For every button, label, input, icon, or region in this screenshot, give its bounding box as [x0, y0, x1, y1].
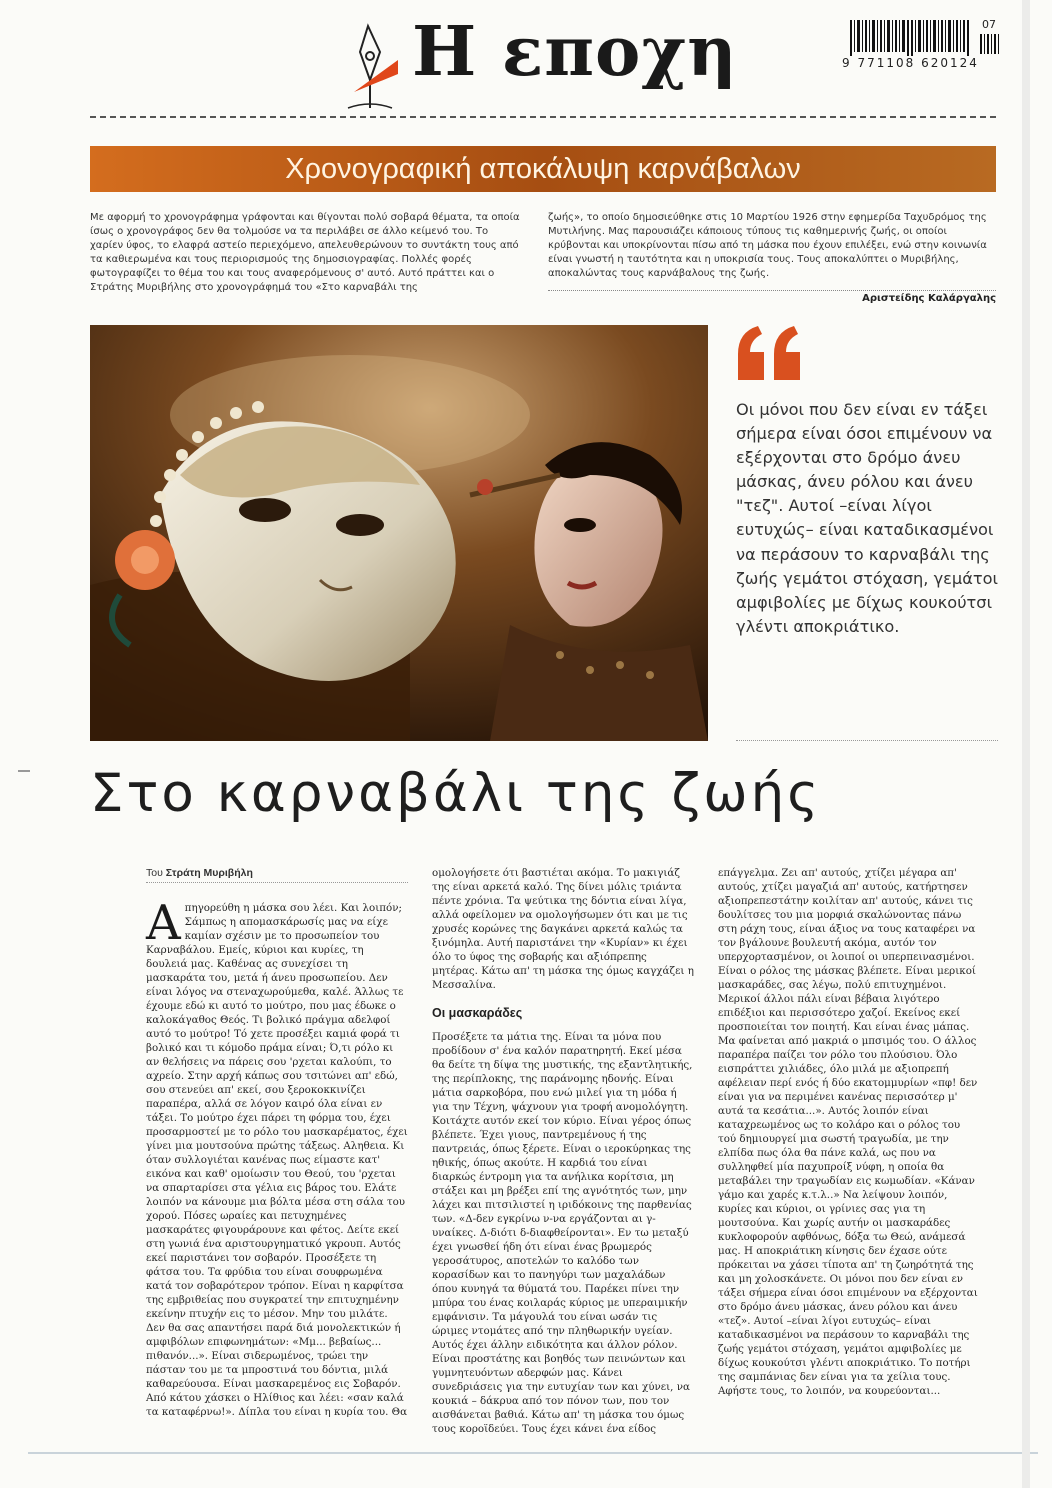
banner-title: Χρονογραφική αποκάλυψη καρνάβαλων	[285, 153, 801, 185]
article-subheading: Οι μασκαράδες	[432, 1006, 523, 1020]
article-headline: Στο καρναβάλι της ζωής	[90, 763, 822, 824]
barcode	[842, 20, 997, 70]
drop-cap: Α	[146, 895, 181, 951]
article-text-col1: πηγορεύθη η μάσκα σου λέει. Και λοιπόν; Σάμπως η απομασκάρωσίς μας να είχε καμίαν σχέσιν με το προσωπείον του Καρναβάλου. Εμείς, κύριοι και κυρίες, τη δουλειά μας. Καθένας ας συνεχίσει τη μασκαράτα του, μετά ή άνευ προσωπείου. Δεν είναι λόγος να στεναχωρούμεθα, καλέ. Άλλως τε έχουμε εδώ κι αυτό το μούτρο, που μας έδωκε ο καλοκάγαθος Θεός. Τι βολικό πράγμα αδελφοί αυτό το μούτρο! Τό χετε προσέξει καμιά φορά τι βολικό και τι κόμοδο πράμα είναι; Ό,τι ρόλο κι αν θελήσεις να πάρεις σου 'ρχεται καλούπι, το αχρείο. Στην αρχή κάπως σου τσιτώνει απ' εδώ, σου στενεύει απ' εκεί, σου ξεροκοκκινίζει παραπέρα, αλλά σε λόγον καιρό όλα είναι εν τάξει. Το μούτρο έχει πάρει τη φόρμα του, έχει προσαρμοστεί με το ρόλο του μασκαρέματος, έχει γίνει μια μουτσούνα πρώτης τάξεως. Αληθεια. Κι όταν συλλογιέται κανένας πως είμαστε κατ' εικόνα και καθ' ομοίωσιν του Θεού, του 'ρχεται να σπαρταρίσει στα γέλια εις βάρος του. Ελάτε λοιπόν να κάνουμε μια βόλτα μέσα στη σάλα του χορού. Πόσες ωραίες και πετυχημένες μασκαράτες φιγουράρουνε και φέτος. Δείτε εκεί στη γωνιά ένα αριστουργηματικό γκρουπ. Αυτός εκεί παριστάνει τον σοβαρόν. Προσέξετε τη φάτσα του. Τα φρύδια του είναι σουφρωμένα κατά τον σοβαρότερον τρόπον. Είναι η καρφίτσα της εμβριθείας που συγκρατεί την επιτυχημένην εκείνην πτυχήν εις το μέσον. Μην του μιλάτε. Δεν θα σας απαντήσει παρά διά μονολεκτικών ή αμφιβόλων επιφωνημάτων: «Μμ... βεβαίως... πιθανόν...». Είναι σιδερωμένος, τρώει την πάσταν του με τα μπροστινά του δόντια, μιλά καθαρεύουσα. Είναι μασκαρεμένος εις Σοβαρόν. Από κάτου χάσκει ο Ηλίθιος και λέει: «σαν καλά τα καταφέρνω!». Δίπλα του είναι η κυρία του. Θα	[146, 902, 408, 1418]
intro-divider	[548, 290, 996, 291]
pull-quote: Οι μόνοι που δεν είναι εν τάξει σήμερα είναι όσοι επιμένουν να εξέρχονται στο δρόμο άνευ μάσκας, άνευ ρόλου και άνευ "τεζ". Αυτοί –είναι λίγοι ευτυχώς– είναι καταδικασμένοι να περάσουν το καρναβάλι της ζωής γεμάτοι στόχαση, γεμάτοι αμφιβολίες με δίχως κουκούτσι γλέντι αποκριάτικο.	[736, 400, 999, 636]
scan-margin-mark	[18, 770, 30, 772]
intro-left-column: Με αφορμή το χρονογράφημα γράφονται και θίγονται πολύ σοβαρά θέματα, τα οποία ίσως ο χρονογράφος δεν θα τολμούσε να τα περιλάβει σε άλλο κείμενό του. Το χαρίεν ύφος, το ελαφρά αστείο περιεχόμενο, απελευθερώνουν το συντάκτη τους από τα καθιερωμένα και τους περιορισμούς της δημοσιογραφίας. Πολλές φορές φωτογραφίζει το θέμα του και τους αναφερόμενους σ' αυτό. Αυτό πράττει και ο Στράτης Μυριβήλης στο χρονογράφημά του «Στο καρναβάλι της	[90, 212, 520, 293]
masthead-title: Η εποχη	[412, 12, 738, 92]
issue-number: 07	[982, 18, 996, 31]
article-text-col2a: ομολογήσετε ότι βαστιέται ακόμα. Το μακιγιάζ της είναι αρκετά καλό. Της δίνει μόλις τριάντα πέντε χρόνια. Τα ψεύτικα της δόντια είναι λίγα, αλλά οφείλομεν να ομολογήσωμεν ότι και με τις χρυσές κορώνες της δαγκάνει αρκετά καλώς τα ξινόμηλα. Αυτή παριστάνει την «Κυρίαν» κι έχει όλο το ύφος της σοβαρής και αξιόπρεπης μητέρας. Κάτω απ' τη μάσκα της όμως καγχάζει η Μεσσαλίνα.	[432, 867, 694, 991]
author-byline	[146, 866, 408, 883]
barcode-icon	[850, 20, 970, 56]
pen-nib-logo-icon	[340, 22, 400, 112]
quote-mark-icon	[736, 324, 806, 382]
carnival-masks-photo	[90, 325, 708, 741]
scan-right-edge	[1022, 0, 1030, 1488]
pull-quote-divider	[736, 740, 998, 741]
section-banner	[90, 146, 996, 192]
issue-barcode-icon	[980, 34, 1000, 54]
barcode-number: 9 771108 620124	[842, 56, 979, 70]
masthead-logo	[340, 12, 738, 114]
intro-right-column: ζωής», το οποίο δημοσιεύθηκε στις 10 Μαρτίου 1926 στην εφημερίδα Ταχυδρόμος της Μυτιλήνης. Μας παρουσιάζει κάποιους τύπους τις καθημερινής ζωής, οι οποίοι κρύβονται και υποκρίνονται πίσω από τη μάσκα που έχουν επιλέξει, ενώ στην κοινωνία είναι γνωστή η ταυτότητα και η υποκρισία τους. Τους αποκαλύπτει ο Μυριβήλης, αποκαλώντας τους καρνάβαλους της ζωής.	[548, 212, 987, 279]
article-column-3: επάγγελμα. Ζει απ' αυτούς, χτίζει μέγαρα απ' αυτούς, χτίζει μαγαζιά απ' αυτούς, κατήρτησεν αξιοπρεπεστάτην κοιλίταν απ' αυτούς, κάνει τις δουλίτσες του μια μορφιά σκαλώνοντας πάνω στη ράχη τους, είναι άξιος να τους καταφέρει να τον βγάλουνε βουλευτή ακόμα, αυτόν τον υπερχορτασμένον, οι λοιποί οι υπερπεινασμένοι. Είναι ο ρόλος της μάσκας βλέπετε. Είναι μερικοί μασκαράδες, σας λέγω, πολύ επιτυχημένοι. Μερικοί άλλοι πάλι είναι βέβαια λιγότερο επιδέξιοι και περισσότερο χαζοί. Εκείνος εκεί προσποιείται τον ποιητή. Και είναι ένας μάπας. Μα φαίνεται από μακριά ο μπσιμός του. Ο άλλος παραπέρα παίζει τον ρόλο του πλούσιου. Όλο εισπράττει χιλιάδες, όλο μιλά με αξιοπρεπή αφέλειαν περί ενός ή δύο εκατομμυρίων «πφ! δεν είναι για να περιμένει κανένας περισσότερ μ' αυτά τα κεσάτια...». Αυτός λοιπόν είναι καταχρεωμένος ως το κολάρο και ο ρόλος του τού δημιουργεί μια σωστή τραγωδία, με την ελπίδα πως όλα θα πάνε καλά, ως που να συλληφθεί μία παχυπροίξ νύφη, η οποία θα μεταβάλει την τραγωδίαν εις κωμωδίαν. «Κάναν γάμο και χαρές κ.τ.λ..» Να λείψουν λοιπόν, κυρίες και κύριοι, οι γρίνιες σας για τη μουτσούνα. Και χωρίς αυτήν οι μασκαράδες κυκλοφορούν αφθόνως, δόξα τω Θεώ, ανάμεσά μας. Η αποκριάτικη κίνησις δεν έχασε ούτε πρόκειται να χάσει τίποτα απ' τη ζωηρότητά της και μη χολοσκάνετε. Οι μόνοι που δεν είναι εν τάξει σήμερα είναι όσοι επιμένουν να εξέρχονται στο δρόμο άνευ μάσκας, άνευ ρόλου και άνευ «τεζ». Αυτοί –είναι λίγοι ευτυχώς– είναι καταδικασμένοι να περάσουν το καρναβάλι της ζωής γεμάτοι στόχαση, γεμάτοι αμφιβολίες με δίχως κουκούτσι γλέντι αποκριάτικο. Το ποτήρι της σαμπάνιας δεν είναι για τα χείλια τους. Αφήστε τους, το λοιπόν, να κουρεύονται...	[718, 867, 978, 1397]
author-name: Στράτη Μυριβήλη	[165, 867, 253, 879]
scan-bottom-line	[28, 1452, 1038, 1454]
article-column-1	[146, 866, 408, 1419]
article-text-col2b: Προσέξετε τα μάτια της. Είναι τα μόνα που προδίδουν σ' ένα καλόν παρατηρητή. Εκεί μέσα θα δείτε τη δίψα της μυστικής, της εξαντλητικής, της περίπλοκης, της παράνομης ηδονής. Είναι μάτια σαρκοβόρα, που ενώ μιλεί για τη μόδα ή για την Τέχνη, ψάχνουν για τροφή ανομολόγητη. Κοιτάχτε αυτόν εκεί τον κύριο. Είναι γέρος όπως βλέπετε. Έχει γιους, παντρεμένους ή της παντρειάς, όπως ξέρετε. Είναι ο ιεροκύρηκας της ηθικής, όπως ακούτε. Η καρδιά του είναι διαρκώς έντρομη για τα ανήλικα κορίτσια, μη στάξει και μη βρέξει επί της αγνότητός των, μην λάχει και πιτσιλιστεί η ιριδόκοινς της παρθενίας των. «Δ-δεν εγκρίνω ν-να εργάζονται αι γ-υναίκες. Δ-διότι δ-διαφθείρονται». Εν τω μεταξύ έχει γνωσθεί ήδη ότι είναι ένας βρωμερός γεροσάτυρος, αποτελών το καλόδο των κορασίδων και το πανηγύρι των μαχαλάδων όπου κυνηγά τα θύματά του. Παρέκει πίνει την μπύρα του ένας κοιλαράς κύριος με υπεραιμικήν εμφάνισιν. Τα μάγουλά του είναι ωσάν τις ώριμες ντομάτες από την πληθωρικήν υγείαν. Αυτός έχει άλλην ειδικότητα και άλλον ρόλον. Είναι προστάτης και βοηθός των πεινώντων και γυμνητευόντων αδερφών μας. Κάνει συνεδριάσεις για την ευτυχίαν των και χύνει, να κουκιά – δάκρυα από τον πόνον των, που τον αισθάνεται βαθιά. Κάτω απ' τη μάσκα του όμως τους κοροϊδεύει. Τους έχει κάνει ένα είδος	[432, 1031, 693, 1435]
author-prefix: Του	[146, 867, 166, 879]
intro-byline: Αριστείδης Καλάργαλης	[862, 293, 996, 304]
article-column-2	[432, 866, 694, 1436]
masthead-divider	[90, 116, 996, 118]
